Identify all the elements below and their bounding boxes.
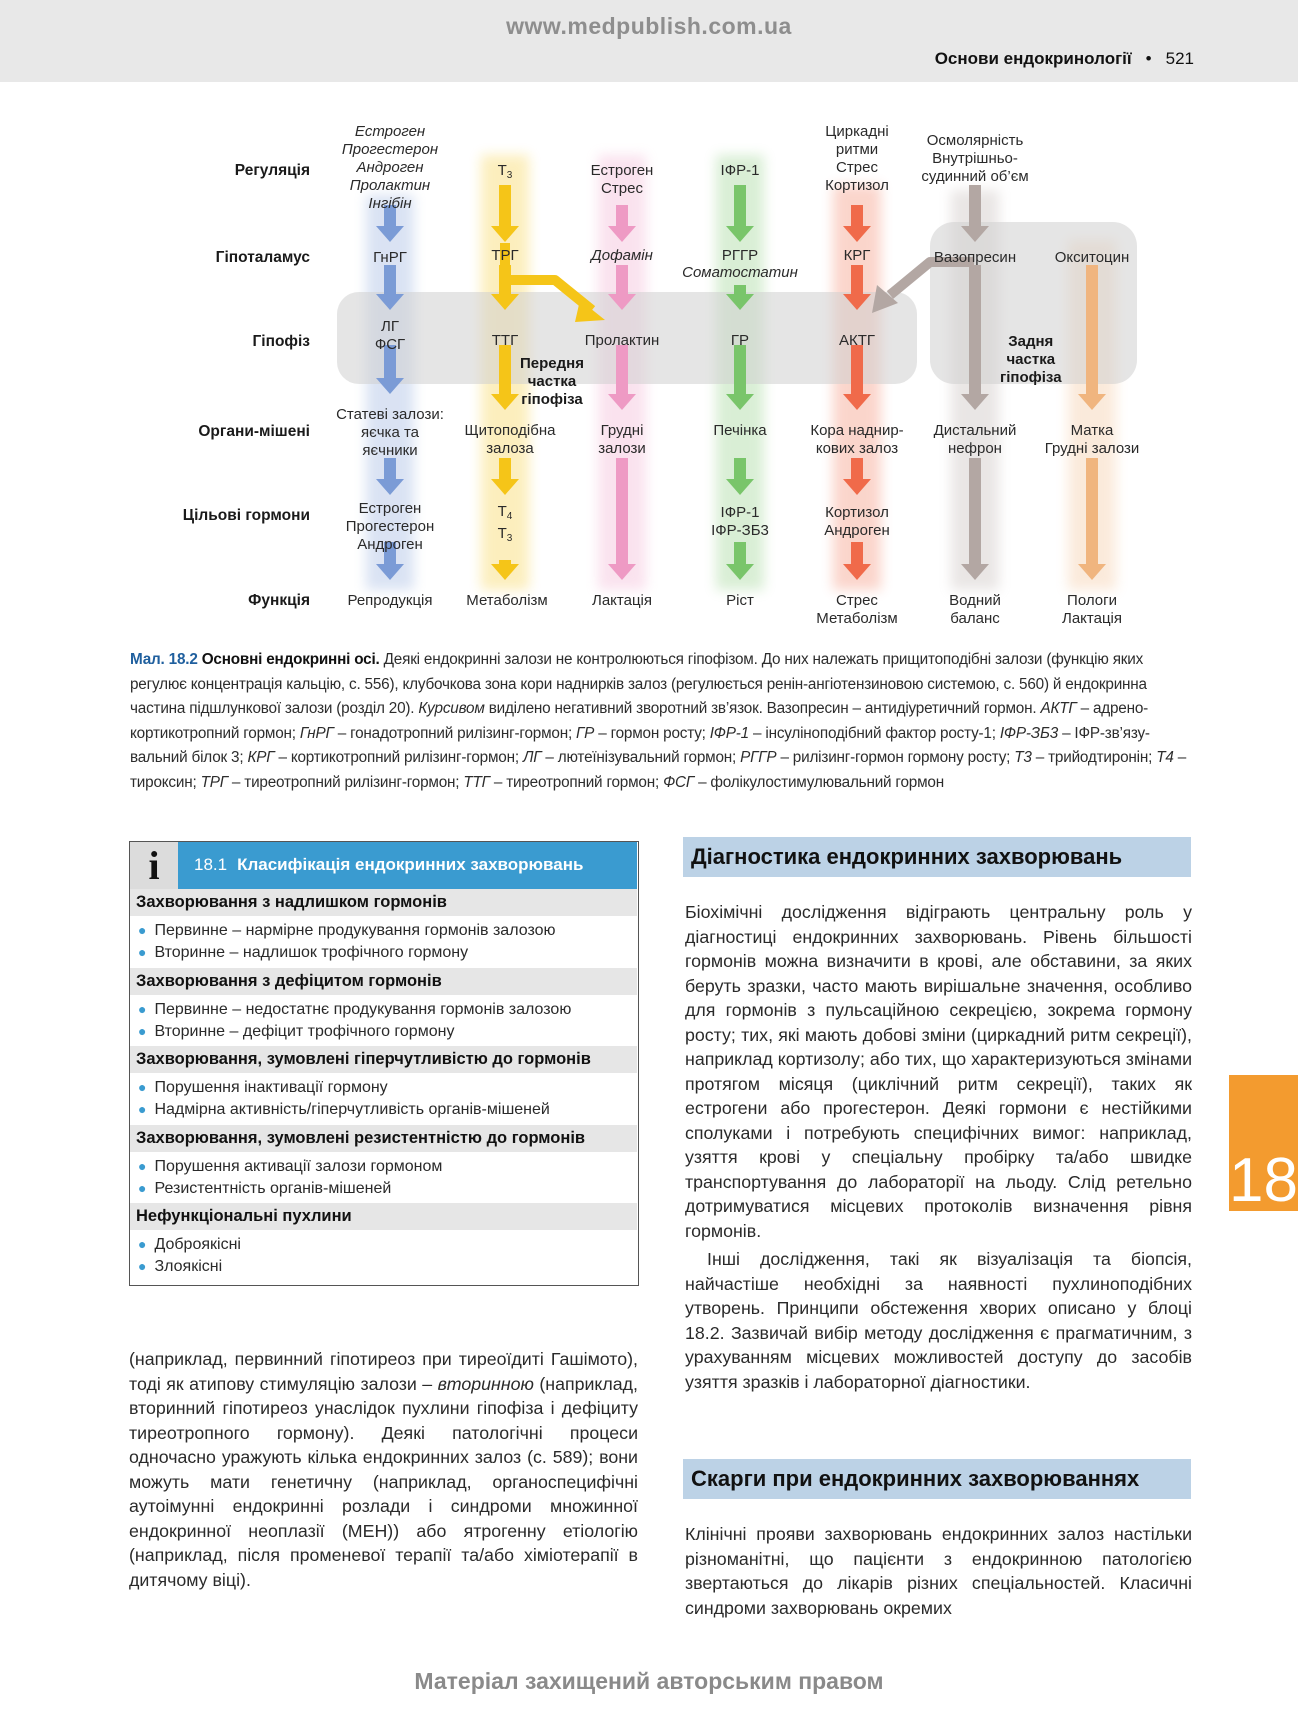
bullet-icon: ● <box>138 922 147 938</box>
growth-target: Печінка <box>713 422 767 439</box>
abbreviation-entry: T3 – трийодтиронін; <box>1014 749 1157 766</box>
left-text-part2: (наприклад, вторинний гіпотиреоз унаслідок пухлини гіпофіза і дефіциту тиреотропного гормону). Деякі патологічні процеси одночасно уражують кілька ендокринних залоз (с. 589); вони можуть мати генетичну (наприклад, органоспецифічні аутоімунні ендокринні розлади і синдроми множинної ендокринної неоплазії (МЕН)) або ятрогенну етіологію (наприклад, після променевої терапії та/або хіміотерапії в дитячому віці). <box>129 1373 638 1590</box>
abbreviation-term: РГГР <box>740 749 777 766</box>
bullet-icon: ● <box>138 1258 147 1274</box>
vasopressin-regulation: Осмолярність Внутрішньо- судинний об’єм <box>921 132 1029 185</box>
running-head <box>935 49 1194 69</box>
left-text-part1: (наприклад, первинний гіпотиреоз при тиреоїдиті Гашімото), тоді як атипову стимуляцію залози – <box>129 1349 638 1394</box>
list-item-text: Злоякісні <box>154 1258 223 1275</box>
arrow-shaft <box>499 458 511 481</box>
running-title: Основи ендокринології <box>934 49 1132 68</box>
list-item <box>138 1255 222 1278</box>
abbreviation-entry: КРГ – кортикотропний рилізинг-гормон; <box>247 749 523 766</box>
adrenal-pituitary: АКТГ <box>838 332 876 349</box>
list-item-text: Резистентність органів-мішеней <box>154 1180 392 1197</box>
thyroid-pituitary: ТТГ <box>491 332 519 349</box>
thyroid-function: Метаболізм <box>466 592 548 609</box>
classification-box <box>129 841 639 1286</box>
gonadal-pituitary: ЛГ ФСГ <box>374 318 406 353</box>
bullet-icon: ● <box>138 1079 147 1095</box>
abbreviation-entry: ГнРГ – гонадотропний рилізинг-гормон; <box>299 724 577 742</box>
prolactin-regulation: Естроген Стрес <box>590 162 654 197</box>
list-item <box>138 1233 241 1256</box>
list-item-text: Вторинне – дефіцит трофічного гормону <box>154 1023 455 1040</box>
caption-italic: Курсивом <box>418 700 485 717</box>
endocrine-axes-diagram <box>0 110 1298 640</box>
arrow-shaft <box>616 265 628 296</box>
thyroid-hormones: $T_4$ $T_3$ <box>497 503 513 544</box>
abbreviation-entry: ФСГ – фолікулостимулювальний гормон <box>663 773 944 791</box>
abbreviation-term: АКТГ <box>1040 700 1077 717</box>
list-item-text: Вторинне – надлишок трофічного гормону <box>154 944 469 961</box>
abbreviation-entry: РГГР – рилізинг-гормон гормону росту; <box>740 749 1015 766</box>
growth-hormones: ІФР-1 ІФР-ЗБ3 <box>711 504 769 539</box>
box-section-heading: Захворювання, зумовлені гіперчутливістю до гормонів <box>130 1046 637 1073</box>
arrow-shaft <box>734 345 746 396</box>
diagnostics-paragraph-2 <box>685 1247 1192 1394</box>
growth-hypothalamus-somatostatin: Соматостатин <box>682 264 798 281</box>
arrow-shaft <box>969 458 981 566</box>
bullet-icon: ● <box>138 1023 147 1039</box>
abbreviation-term: КРГ <box>247 749 275 766</box>
arrow-shaft <box>851 265 863 296</box>
vasopressin-target: Дистальний нефрон <box>933 422 1017 457</box>
arrow-shaft <box>1086 265 1098 396</box>
figure-number: Мал. 18.2 <box>130 651 198 668</box>
abbreviation-term: ГР <box>576 724 595 742</box>
gonadal-target: Статеві залози: яєчка та яєчники <box>336 406 444 459</box>
site-url: www.medpublish.com.ua <box>506 13 792 39</box>
figure-caption <box>130 648 1194 795</box>
abbreviation-term: ТРГ <box>200 773 228 791</box>
arrow-shaft <box>499 345 511 396</box>
abbreviation-entry: ТТГ – тиреотропний гормон; <box>463 773 664 791</box>
prolactin-target: Грудні залози <box>598 422 646 457</box>
bullet-icon: ● <box>138 1101 147 1117</box>
thyroid-regulation: $T_3$ <box>497 162 513 181</box>
arrow-shaft <box>851 542 863 566</box>
list-item-text: Порушення інактивації гормону <box>154 1079 388 1096</box>
box-header <box>130 842 637 889</box>
diagnostics-paragraph-1: Біохімічні дослідження відіграють центральну роль у діагностиці ендокринних захворювань. Рівень більшості гормонів можна визначити в крові, але обставини, за яких беруть зразки, часто мають вирішальне значення, особливо для гормонів з пульсаційною секрецією, зокрема гормону росту; тих, які мають добові зміни (циркадний ритм секреції), наприклад кортизолу; або тих, що характеризуються змінами протягом місяця (циклічний ритм секреції), таких як естрогени або прогестерон. Деякі гормони є нестійкими сполуками і потребують специфічних вимог: наприклад, узяття крові у спеціальну пробірку та/або швидке транспортування до лабораторії на льоду. Слід ретельно дотримуватися місцевих протоколів визначення рівня гормонів. <box>685 902 1192 1241</box>
gonadal-function: Репродукція <box>347 592 433 609</box>
adrenal-hormones: Кортизол Андроген <box>824 504 890 539</box>
section-heading-complaints: Скарги при ендокринних захворюваннях <box>683 1459 1191 1499</box>
abbreviation-term: ЛГ <box>522 749 542 766</box>
row-label-target-hormones: Цільові гормони <box>182 507 310 524</box>
list-item-text: Надмірна активність/гіперчутливість органів-мішеней <box>154 1101 550 1118</box>
caption-text-1: Деякі ендокринні залози не контролюються гіпофізом. До них належать прищитоподібні залози (функцію яких регулює концентрація кальцію, с. 556), клубочкова зона кори наднирків залоз (регулюється ренін-ангіотензиновою системою, с. 560) й ендокринна частина підшлункової залози (розділ 20). <box>130 651 1147 717</box>
arrow-shaft <box>734 458 746 481</box>
abbreviation-entry: ГР – гормон росту; <box>576 724 710 742</box>
bullet-icon: ● <box>138 1001 147 1017</box>
list-item-text: Порушення активації залози гормоном <box>154 1158 443 1175</box>
prolactin-function: Лактація <box>591 592 653 609</box>
posterior-pituitary-label: Задня частка гіпофіза <box>1000 333 1062 386</box>
caption-text-2: виділено негативний зворотний зв’язок. Вазопресин – антидіуретичний гормон. <box>488 700 1037 717</box>
arrow-shaft <box>616 458 628 566</box>
arrow-shaft <box>1086 458 1098 566</box>
list-item <box>138 1177 391 1200</box>
box-section-heading: Захворювання з надлишком гормонів <box>130 889 637 916</box>
thyroid-target: Щитоподібна залоза <box>464 422 556 457</box>
abbreviation-entry: T4 – тироксин; <box>130 749 1186 791</box>
box-section-heading: Нефункціональні пухлини <box>130 1203 637 1230</box>
bullet-icon: ● <box>138 1236 147 1252</box>
abbreviation-entry: ТРГ – тиреотропний рилізинг-гормон; <box>200 773 464 791</box>
oxytocin-hypothalamus: Окситоцин <box>1054 249 1130 266</box>
oxytocin-function: Пологи Лактація <box>1061 592 1123 627</box>
arrow-shaft <box>969 185 981 228</box>
arrow-shaft <box>499 185 511 228</box>
list-item <box>138 1098 550 1121</box>
box-title <box>194 855 583 875</box>
prolactin-pituitary: Пролактин <box>584 332 660 349</box>
page-header <box>0 0 1298 82</box>
arrow-shaft <box>851 458 863 481</box>
list-item <box>138 998 571 1021</box>
diagnostics-paragraph-2-text: Інші дослідження, такі як візуалізація та біопсія, найчастіше необхідні за наявності пухлиноподібних утворень. Принципи обстеження хворих описано у блоці 18.2. Зазвичай вибір методу дослідження є прагматичним, з урахуванням місцевих можливостей доступу до засобів узяття зразків і лабораторної діагностики. <box>685 1249 1192 1392</box>
prolactin-hypothalamus: Дофамін <box>591 247 653 264</box>
growth-hypothalamus-ghrh: РГГР <box>721 247 759 264</box>
adrenal-function: Стрес Метаболізм <box>816 592 898 627</box>
gonadal-hypothalamus: ГнРГ <box>373 249 407 266</box>
abbreviation-term: ТТГ <box>463 773 490 791</box>
arrow-shaft <box>616 205 628 228</box>
section-heading-diagnostics: Діагностика ендокринних захворювань <box>683 837 1191 877</box>
list-item <box>138 941 468 964</box>
info-icon: i <box>130 842 178 889</box>
arrow-shaft <box>616 345 628 396</box>
arrow-shaft <box>734 185 746 228</box>
list-item-text: Доброякісні <box>154 1236 241 1253</box>
arrow-shaft <box>851 205 863 228</box>
row-label-regulation: Регуляція <box>234 162 310 179</box>
adrenal-regulation: Циркадні ритми Стрес Кортизол <box>825 123 889 194</box>
gonadal-regulation: Естроген Прогестерон Андроген Пролактин Інгібін <box>341 123 439 212</box>
abbreviation-term: ІФР-ЗБ3 <box>999 724 1059 742</box>
list-item-text: Первинне – недостатнє продукування гормонів залозою <box>154 1001 572 1018</box>
page-number: 521 <box>1165 49 1194 68</box>
vasopressin-function: Водний баланс <box>949 592 1001 627</box>
row-label-hypothalamus: Гіпоталамус <box>215 249 310 266</box>
row-label-function: Функція <box>248 592 310 609</box>
box-title-text: Класифікація ендокринних захворювань <box>237 855 584 874</box>
abbreviation-entry: АКТГ – адрено-кортикотропний гормон; <box>130 700 1149 742</box>
arrow-shaft <box>734 542 746 566</box>
list-item-text: Первинне – нармірне продукування гормонів залозою <box>154 922 556 939</box>
row-label-pituitary: Гіпофіз <box>252 333 310 350</box>
abbreviation-entry: ІФР-1 – інсуліноподібний фактор росту-1; <box>709 724 1000 742</box>
box-section-heading: Захворювання, зумовлені резистентністю до гормонів <box>130 1125 637 1152</box>
box-number: 18.1 <box>194 855 228 874</box>
abbreviation-term: T4 <box>1156 749 1174 766</box>
list-item <box>138 919 556 942</box>
figure-title: Основні ендокринні осі. <box>201 651 380 668</box>
growth-regulation: ІФР-1 <box>720 162 760 179</box>
anterior-pituitary-label: Передня частка гіпофіза <box>520 355 584 408</box>
list-item <box>138 1020 454 1043</box>
growth-function: Ріст <box>726 592 754 609</box>
left-text-italic: вторинною <box>437 1373 534 1394</box>
abbreviation-term: ІФР-1 <box>709 724 749 742</box>
oxytocin-target: Матка Грудні залози <box>1044 422 1140 457</box>
list-item <box>138 1155 442 1178</box>
adrenal-hypothalamus: КРГ <box>843 247 871 264</box>
left-body-paragraph <box>129 1347 638 1592</box>
running-head-bullet: • <box>1145 49 1152 68</box>
arrow-shaft <box>851 345 863 396</box>
abbreviation-term: ФСГ <box>663 773 695 791</box>
bullet-icon: ● <box>138 1180 147 1196</box>
row-label-target-organs: Органи-мішені <box>198 423 310 440</box>
arrow-shaft <box>384 265 396 296</box>
adrenal-target: Кора наднир- кових залоз <box>810 422 904 457</box>
copyright-note: Матеріал захищений авторським правом <box>414 1668 884 1694</box>
vasopressin-hypothalamus: Вазопресин <box>933 249 1017 266</box>
box-section-heading: Захворювання з дефіцитом гормонів <box>130 968 637 995</box>
abbreviation-term: ГнРГ <box>299 724 334 742</box>
bullet-icon: ● <box>138 944 147 960</box>
thyroid-hypothalamus: ТРГ <box>491 247 519 264</box>
abbreviation-entry: ІФР-ЗБ3 – ІФР-зв’язу-вальний білок 3; <box>130 724 1150 766</box>
list-item <box>138 1076 388 1099</box>
chapter-number: 18 <box>1229 1146 1298 1215</box>
arrow-shaft <box>969 265 981 396</box>
gonadal-hormones: Естроген Прогестерон Андроген <box>345 500 435 553</box>
arrow-shaft <box>384 458 396 481</box>
abbreviation-term: T3 <box>1014 749 1032 766</box>
growth-pituitary: ГР <box>730 332 750 349</box>
bullet-icon: ● <box>138 1158 147 1174</box>
abbreviation-entry: ЛГ – лютеїнізувальний гормон; <box>522 749 741 766</box>
complaints-paragraph-1: Клінічні прояви захворювань ендокринних залоз настільки різноманітні, що пацієнти з ендокринною патологією звертаються до лікарів різних спеціальностей. Класичні синдроми захворювань окремих <box>685 1524 1192 1618</box>
